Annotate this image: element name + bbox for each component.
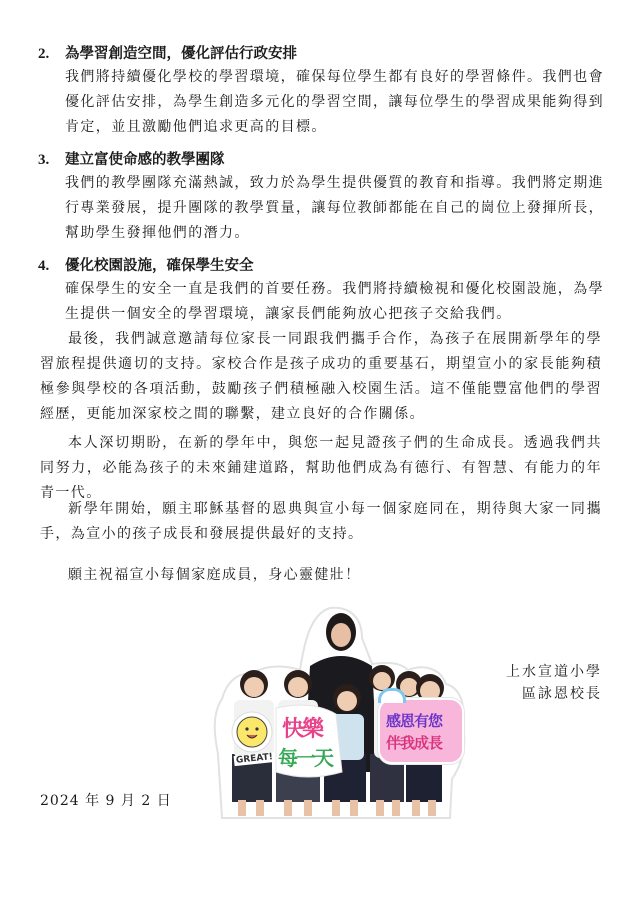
signature-block xyxy=(506,661,602,705)
paragraph-hope: 本人深切期盼，在新的學年中，與您一起見證孩子們的生命成長。透過我們共同努力，必能為孩子的未來鋪建道路，幫助他們成為有德行、有智慧、有能力的年青一代。 xyxy=(40,435,602,501)
sun-badge-text: GREAT! xyxy=(235,752,274,766)
section-2 xyxy=(38,43,604,140)
section-number: 3. xyxy=(38,152,50,168)
left-sign-text-1: 快樂 xyxy=(282,717,323,742)
principal-name: 區詠恩校長 xyxy=(522,686,602,702)
paragraph-prayer: 願主祝福宣小每個家庭成員，身心靈健壯！ xyxy=(68,567,361,583)
section-title: 為學習創造空間，優化評估行政安排 xyxy=(65,45,297,62)
section-number: 4. xyxy=(38,258,50,274)
right-sign-text-1: 感恩有您 xyxy=(386,712,443,730)
section-number: 2. xyxy=(38,46,50,62)
section-heading xyxy=(38,255,604,277)
school-name: 上水宣道小學 xyxy=(506,664,602,680)
section-title: 建立富使命感的教學團隊 xyxy=(65,151,225,168)
section-body: 確保學生的安全一直是我們的首要任務。我們將持續檢視和優化校園設施，為學生提供一個安全的學習環境，讓家長們能夠放心把孩子交給我們。 xyxy=(65,281,604,322)
rainbow-icon xyxy=(378,688,406,703)
section-heading xyxy=(38,43,604,65)
section-body: 我們的教學團隊充滿熱誠，致力於為學生提供優質的教育和指導。我們將定期進行專業發展，提升團隊的教學質量，讓每位教師都能在自己的崗位上發揮所長，幫助學生發揮他們的潛力。 xyxy=(65,175,604,241)
paragraph-closing-invitation: 最後，我們誠意邀請每位家長一同跟我們攜手合作，為孩子在展開新學年的學習旅程提供適切的支持。家校合作是孩子成功的重要基石，期望宣小的家長能夠積極參與學校的各項活動，鼓勵孩子們積極融入校園生活。這不僅能豐富他們的學習經歷，更能加深家校之間的聯繫，建立良好的合作關係。 xyxy=(40,331,602,422)
section-title: 優化校園設施，確保學生安全 xyxy=(65,257,254,274)
left-sign-text-2: 每一天 xyxy=(278,746,332,770)
section-body: 我們將持續優化學校的學習環境，確保每位學生都有良好的學習條件。我們也會優化評估安排，為學生創造多元化的學習空間，讓每位學生的學習成果能夠得到肯定，並且激勵他們追求更高的目標。 xyxy=(65,69,604,135)
section-3 xyxy=(38,149,604,246)
section-heading xyxy=(38,149,604,171)
right-sign-text-2: 伴我成長 xyxy=(386,734,443,752)
right-sign xyxy=(378,698,464,764)
principal-students-photo xyxy=(212,604,470,822)
section-4 xyxy=(38,255,604,327)
paragraph-blessing: 新學年開始，願主耶穌基督的恩典與宣小每一個家庭同在，期待與大家一同攜手，為宣小的孩子成長和發展提供最好的支持。 xyxy=(40,501,602,542)
letter-date: 2024 年 9 月 2 日 xyxy=(40,793,172,809)
